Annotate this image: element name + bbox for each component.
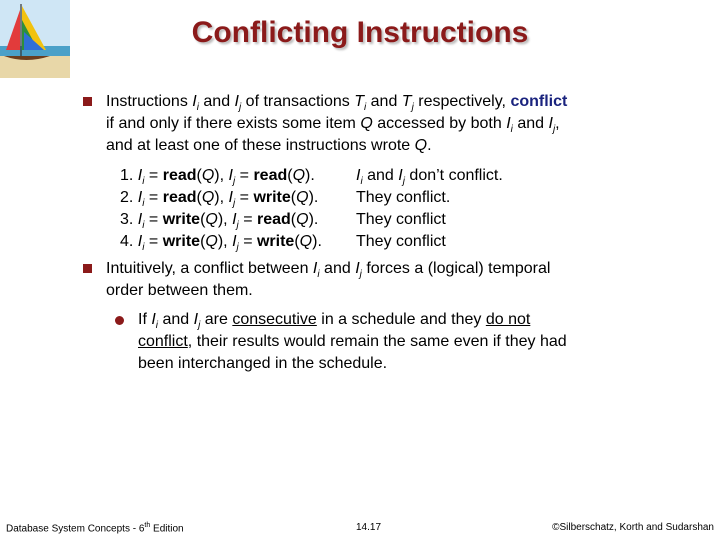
sub-i: i xyxy=(142,220,145,232)
text: . xyxy=(427,137,432,154)
sub-i: i xyxy=(317,269,320,281)
var-I: I xyxy=(234,93,239,110)
op-op2: read xyxy=(253,167,288,184)
bullet-marker xyxy=(83,97,92,106)
sub-i: i xyxy=(360,176,363,188)
op-op2: read xyxy=(256,211,291,228)
text: and at least one of these instructions wrote xyxy=(106,137,415,154)
text: and xyxy=(512,115,549,132)
var-Q: Q xyxy=(201,189,215,206)
text: Edition xyxy=(150,523,184,535)
text: ) xyxy=(217,233,224,250)
sub-j: j xyxy=(552,124,556,136)
var-I: I xyxy=(398,167,403,184)
var-Q: Q xyxy=(292,167,306,184)
text: ( xyxy=(196,167,202,184)
text: and xyxy=(198,93,235,110)
text: If xyxy=(138,311,152,328)
list-number: 2. xyxy=(120,189,134,206)
op-op1: read xyxy=(162,189,197,206)
var-Q: Q xyxy=(299,233,313,250)
var-I: I xyxy=(506,115,511,132)
var-I: I xyxy=(192,93,197,110)
list-item-result xyxy=(356,209,446,231)
bullet-2-line-2 xyxy=(106,280,253,302)
var-I: I xyxy=(228,189,233,206)
text: ) xyxy=(308,211,314,228)
footer-left xyxy=(6,522,184,534)
text: , their results would remain the same even if they had xyxy=(187,333,567,350)
list-number: 4. xyxy=(120,233,134,250)
sub-i: i xyxy=(510,124,513,136)
var-I: I xyxy=(137,211,143,228)
sub-j: j xyxy=(239,102,242,114)
text: and xyxy=(362,167,399,184)
text: th xyxy=(144,522,151,529)
text: ) xyxy=(214,167,220,184)
result-text: don’t conflict. xyxy=(409,167,503,184)
sub-bullet-line-2 xyxy=(138,331,567,353)
text: ( xyxy=(290,189,297,206)
sub-i: i xyxy=(142,176,145,188)
list-number: 1. xyxy=(120,167,134,184)
var-Ij xyxy=(398,167,405,188)
text: , xyxy=(219,189,229,206)
var-Ii xyxy=(356,167,363,188)
sub-i: i xyxy=(363,102,367,114)
text: = xyxy=(238,211,257,228)
text: , xyxy=(223,233,233,250)
text: respectively, xyxy=(413,93,511,110)
var-Q: Q xyxy=(205,211,218,228)
sub-i: i xyxy=(196,102,199,114)
text: in a schedule and they xyxy=(316,311,486,328)
list-item-left xyxy=(120,231,322,259)
text: . xyxy=(310,167,315,184)
op-op1: write xyxy=(162,211,201,228)
list-item-result xyxy=(356,187,450,209)
text: accessed by both xyxy=(372,115,507,132)
text: , xyxy=(223,211,233,228)
var-I: I xyxy=(193,311,199,328)
text: Instructions xyxy=(106,93,193,110)
text: forces a (logical) temporal xyxy=(361,260,551,277)
text: ) xyxy=(308,189,314,206)
var-Q: Q xyxy=(201,167,215,184)
sub-j: j xyxy=(232,176,236,188)
var-I: I xyxy=(137,233,143,250)
sub-j: j xyxy=(232,198,236,210)
op-op2: write xyxy=(253,189,291,206)
op-op1: read xyxy=(162,167,197,184)
text: Database System Concepts - 6 xyxy=(6,523,145,535)
sub-bullet-marker xyxy=(115,316,124,325)
slide-title: Conflicting Instructions xyxy=(191,16,529,49)
list-item-result xyxy=(356,231,446,253)
sub-i: i xyxy=(155,320,159,332)
bullet-marker xyxy=(83,264,92,273)
result-text: They conflict xyxy=(356,211,446,228)
text: ( xyxy=(294,233,300,250)
text: ( xyxy=(196,189,202,206)
var-I: I xyxy=(548,115,553,132)
var-Q: Q xyxy=(296,189,309,206)
bullet-1-line-3 xyxy=(106,135,432,157)
var-Q: Q xyxy=(296,211,309,228)
sub-bullet-line-3 xyxy=(138,353,387,375)
var-Q: Q xyxy=(414,137,428,154)
text: = xyxy=(144,167,163,184)
text: ( xyxy=(200,233,206,250)
var-I: I xyxy=(137,189,143,206)
text: . xyxy=(317,233,322,250)
sub-j: j xyxy=(402,176,405,188)
sub-j: j xyxy=(411,102,414,114)
text: if and only if there exists some item xyxy=(106,115,361,132)
text: and xyxy=(319,260,356,277)
text: ) xyxy=(217,211,224,228)
text: . xyxy=(313,189,319,206)
sub-j: j xyxy=(359,269,362,281)
text: been interchanged in the schedule. xyxy=(138,355,388,372)
text: , xyxy=(555,115,560,132)
var-I: I xyxy=(356,167,361,184)
var-T: T xyxy=(401,93,412,110)
var-T: T xyxy=(354,93,364,110)
text: = xyxy=(144,233,163,250)
text: ( xyxy=(290,211,297,228)
var-Q: Q xyxy=(205,233,218,250)
underlined-conflict: conflict xyxy=(138,333,188,350)
result-text: They conflict xyxy=(356,233,446,250)
text: are xyxy=(200,311,233,328)
text: = xyxy=(144,211,163,228)
text: = xyxy=(235,167,254,184)
var-I: I xyxy=(232,211,237,228)
op-op1: write xyxy=(162,233,201,250)
op-op2: write xyxy=(256,233,295,250)
var-Q: Q xyxy=(360,115,373,132)
text: ) xyxy=(312,233,318,250)
sub-j: j xyxy=(236,242,239,254)
sub-i: i xyxy=(142,198,145,210)
text: order between them. xyxy=(106,282,253,299)
sub-j: j xyxy=(198,320,201,332)
var-I: I xyxy=(137,167,143,184)
text: and xyxy=(366,93,402,110)
text: of transactions xyxy=(241,93,355,110)
var-I: I xyxy=(355,260,360,277)
text: ( xyxy=(200,211,206,228)
var-I: I xyxy=(312,260,318,277)
page-number: 14.17 xyxy=(356,522,382,533)
footer-right: ©Silberschatz, Korth and Sudarshan xyxy=(552,522,714,533)
emphasis-conflict: conflict xyxy=(510,93,568,110)
var-Ij xyxy=(232,211,239,232)
sub-i: i xyxy=(142,242,145,254)
text: = xyxy=(144,189,163,206)
text: and xyxy=(158,311,194,328)
text: Intuitively, a conflict between xyxy=(106,260,313,277)
list-number: 3. xyxy=(120,211,134,228)
text: ( xyxy=(287,167,293,184)
text: , xyxy=(219,167,229,184)
text: ) xyxy=(305,167,311,184)
sub-j: j xyxy=(236,220,239,232)
var-I: I xyxy=(228,167,233,184)
result-text: They conflict. xyxy=(356,189,451,206)
var-I: I xyxy=(151,311,156,328)
text: = xyxy=(238,233,257,250)
var-Ij xyxy=(232,233,239,254)
underlined-do-not: do not xyxy=(485,311,531,328)
text: = xyxy=(235,189,254,206)
text: . xyxy=(313,211,319,228)
text: ) xyxy=(214,189,220,206)
underlined-consecutive: consecutive xyxy=(232,311,317,328)
var-I: I xyxy=(232,233,237,250)
